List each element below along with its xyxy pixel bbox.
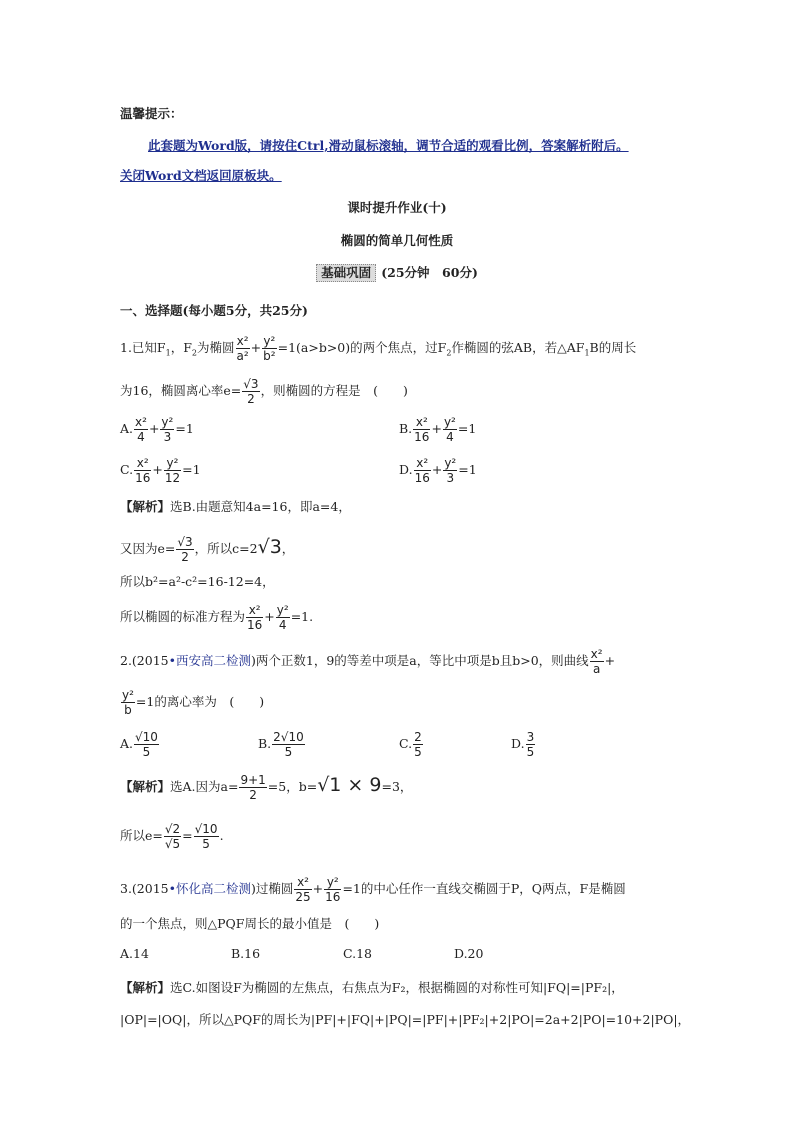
tip-line-1: 此套题为Word版，请按住Ctrl,滑动鼠标滚轴，调节合适的观看比例，答案解析附后。 [148, 138, 629, 153]
tip-line-2: 关闭Word文档返回原板块。 [120, 168, 282, 183]
q3-option-b: B.16 [231, 946, 261, 961]
q1-stem-line1: 1.已知$F_1$，$F_2$为椭圆 $\frac{\text{x²}}{\text{a²}}$ + $\frac{\text{y²}}{\text{b²}}$ =1(a>b>0)的两个焦点，过$F_2$作椭圆的弦AB，若$\triangle AF_1B$的周长 [120, 334, 637, 363]
q3-option-a: A.14 [120, 946, 149, 961]
section-heading: 一、选择题(每小题5分，共25分) [120, 303, 308, 318]
q3-answer-line2: |OP|=|OQ|，所以△PQF的周长为|PF|+|FQ|+|PQ|=|PF|+|PF₂|+2|PO|=2a+2|PO|=10+2|PO|， [120, 1012, 691, 1027]
q2-option-b: B. $\frac{2√10}{5}$ [258, 730, 304, 759]
q1-option-a: A. $\frac{\text{x²}}{4}$ + $\frac{\text{y²}}{3}$ =1 [120, 415, 194, 444]
q2-option-d: D. $\frac{3}{5}$ [511, 730, 535, 759]
q3-answer-line1: 【解析】选C.如图设F为椭圆的左焦点，右焦点为F₂，根据椭圆的对称性可知|FQ|=|PF₂|， [120, 980, 624, 995]
q1-answer-line4: 所以椭圆的标准方程为 $\frac{\text{x²}}{16}$ + $\frac{\text{y²}}{4}$ =1. [120, 603, 314, 632]
q2-stem-line1: 2.(2015•西安高二检测)两个正数1，9的等差中项是a，等比中项是b且b>0，则曲线 $\frac{\text{x²}}{a}$ + [120, 647, 616, 676]
q1-stem-line2: 为16，椭圆离心率e= $\frac{√3}{2}$ ，则椭圆的方程是 ( ) [120, 377, 408, 406]
q1-answer-line2: 又因为e= $\frac{√3}{2}$ ，所以c=2√3， [120, 535, 295, 564]
q3-stem-line1: 3.(2015•怀化高二检测)过椭圆 $\frac{\text{x²}}{25}$ + $\frac{\text{y²}}{16}$ =1的中心任作一直线交椭圆于P，Q两点，F是椭圆 [120, 875, 626, 904]
q1-option-d: D. $\frac{\text{x²}}{16}$ + $\frac{\text{y²}}{3}$ =1 [399, 456, 477, 485]
q2-stem-line2: $\frac{\text{y²}}{b}$ =1的离心率为 ( ) [122, 688, 265, 717]
q1-fraction-x: $\frac{\text{x²}}{\text{a²}}$ [236, 334, 249, 363]
q2-answer-line2: 所以e= $\frac{√2}{√5}$ = $\frac{√10}{5}$ . [120, 822, 224, 851]
q3-stem-line2: 的一个焦点，则△PQF周长的最小值是 ( ) [120, 916, 380, 931]
q1-e-fraction: $\frac{√3}{2}$ [243, 377, 259, 406]
page-subtitle: 椭圆的简单几何性质 [340, 233, 454, 248]
q1-option-b: B. $\frac{\text{x²}}{16}$ + $\frac{\text{y²}}{4}$ =1 [399, 415, 477, 444]
basic-badge: 基础巩固 [316, 264, 376, 282]
q3-option-d: D.20 [454, 946, 484, 961]
q1-option-c: C. $\frac{\text{x²}}{16}$ + $\frac{\text{y²}}{12}$ =1 [120, 456, 201, 485]
q1-answer-line3: 所以b²=a²-c²=16-12=4， [120, 574, 275, 589]
level-row [0, 262, 794, 282]
q2-answer-line1: 【解析】选A.因为a= $\frac{9+1}{2}$ =5，b=√1 × 9=3， [120, 773, 413, 802]
time-score: (25分钟 60分) [381, 265, 478, 280]
q3-option-c: C.18 [343, 946, 372, 961]
q2-option-c: C. $\frac{2}{5}$ [399, 730, 422, 759]
q2-option-a: A. $\frac{√10}{5}$ [120, 730, 158, 759]
q1-answer-line1: 【解析】选B.由题意知4a=16，即a=4， [120, 499, 351, 514]
tip-heading: 温馨提示： [120, 106, 183, 121]
q1-fraction-y: $\frac{\text{y²}}{\text{b²}}$ [263, 334, 276, 363]
page-title: 课时提升作业(十) [347, 200, 447, 215]
